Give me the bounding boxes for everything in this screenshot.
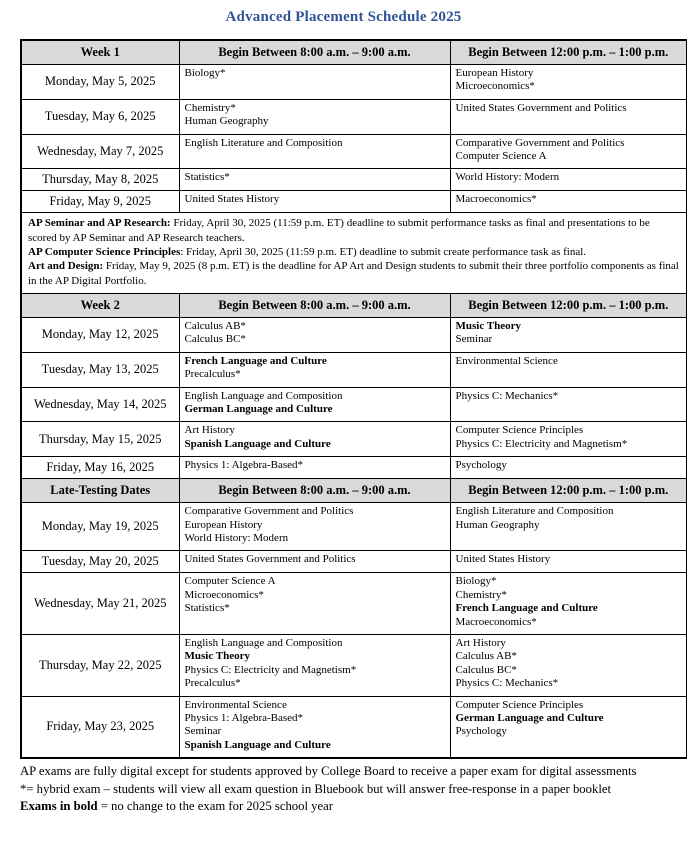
afternoon-exams-cell [450,422,687,457]
course-name: Computer Science Principles [455,424,584,437]
course-name: Psychology [455,459,507,472]
afternoon-column-header: Begin Between 12:00 p.m. – 1:00 p.m. [450,40,687,65]
course-name: Art History [455,637,506,650]
course-name: Precalculus* [184,368,241,381]
course-name: Physics 1: Algebra-Based* [184,712,304,725]
exam-date: Friday, May 23, 2025 [21,696,179,758]
morning-exams-cell [179,65,450,100]
bold-run: Exams in bold [20,798,98,813]
exam-date: Tuesday, May 13, 2025 [21,352,179,387]
exam-day-row [21,134,687,169]
course-name: European History [455,67,534,79]
footer-note-line [20,781,665,797]
exam-date: Friday, May 9, 2025 [21,191,179,213]
document-title: Advanced Placement Schedule 2025 [225,9,462,25]
course-name: Microeconomics* [184,588,264,601]
text-run: AP exams are fully digital except for students approved by College Board to receive a paper exam for digital assessments [20,764,637,779]
exam-day-row [21,387,687,422]
exam-day-row [21,696,687,758]
exam-date: Thursday, May 8, 2025 [21,169,179,191]
course-name: Music Theory [455,319,521,332]
text-run: Friday, April 30, 2025 (11:59 p.m. ET) deadline to submit performance tasks as final and presentations to be scored by AP Seminar and AP Research teachers. [28,217,650,244]
afternoon-exams-cell [450,635,687,697]
course-name: Spanish Language and Culture [184,437,331,450]
exam-date: Wednesday, May 21, 2025 [21,573,179,635]
morning-column-header: Begin Between 8:00 a.m. – 9:00 a.m. [179,40,450,65]
deadline-note [28,259,680,288]
exam-date: Monday, May 5, 2025 [21,65,179,100]
course-name: English Language and Composition [184,389,343,402]
course-name: Biology* [455,575,497,588]
exam-date: Thursday, May 22, 2025 [21,635,179,697]
text-run: = no change to the exam for 2025 school year [97,798,334,813]
footer-note-line [20,798,665,814]
course-name: Music Theory [184,650,250,663]
exam-date: Friday, May 16, 2025 [21,457,179,479]
afternoon-exams-cell [450,503,687,551]
course-name: World History: Modern [455,171,560,184]
morning-exams-cell [179,696,450,758]
section-header-row-2 [21,479,687,503]
afternoon-exams-cell [450,573,687,635]
afternoon-exams-cell [450,352,687,387]
morning-exams-cell [179,573,450,635]
course-name: Comparative Government and Politics [184,505,354,518]
section-label: Week 1 [21,40,179,65]
course-name: Calculus AB* [184,319,246,332]
exam-day-row [21,422,687,457]
course-name: Computer Science Principles [455,698,584,711]
morning-exams-cell [179,191,450,213]
exam-date: Tuesday, May 6, 2025 [21,99,179,134]
course-name: Macroeconomics* [455,193,537,206]
section-label: Week 2 [21,293,179,317]
course-name: United States History [455,553,551,566]
afternoon-column-header: Begin Between 12:00 p.m. – 1:00 p.m. [450,293,687,317]
course-name: Human Geography [455,518,540,531]
course-name: Precalculus* [184,677,241,690]
exam-date: Monday, May 12, 2025 [21,317,179,352]
exam-day-row [21,317,687,352]
exam-day-row [21,457,687,479]
course-name: Art History [184,424,235,437]
course-name: Seminar [455,333,493,346]
afternoon-exams-cell [450,387,687,422]
course-name: Macroeconomics* [455,615,537,628]
text-run: Friday, May 9, 2025 (8 p.m. ET) is the deadline for AP Art and Design students to submit their three portfolio components as final in the AP Digital Portfolio. [28,260,679,287]
exam-date: Wednesday, May 14, 2025 [21,387,179,422]
course-name: Calculus BC* [184,333,246,346]
footer-notes [20,763,665,814]
exam-date: Thursday, May 15, 2025 [21,422,179,457]
schedule-table-body [21,40,687,758]
course-name: United States Government and Politics [184,553,356,566]
exam-date: Wednesday, May 7, 2025 [21,134,179,169]
course-name: Spanish Language and Culture [184,738,331,751]
afternoon-exams-cell [450,65,687,100]
course-name: French Language and Culture [184,354,327,367]
course-name: English Language and Composition [184,637,343,650]
course-name: English Literature and Composition [184,136,343,149]
course-name: Environmental Science [455,354,558,367]
deadline-note [28,245,680,259]
afternoon-exams-cell [450,551,687,573]
exam-day-row [21,503,687,551]
morning-exams-cell [179,503,450,551]
section-label: Late-Testing Dates [21,479,179,503]
deadline-note [28,216,680,245]
course-name: Microeconomics* [455,80,535,93]
morning-column-header: Begin Between 8:00 a.m. – 9:00 a.m. [179,293,450,317]
exam-day-row [21,191,687,213]
course-name: Biology* [184,67,226,79]
course-name: Environmental Science [184,698,287,711]
course-name: United States History [184,193,280,206]
bold-run: Art and Design: [28,260,104,273]
course-name: Seminar [184,725,222,738]
section-header-row-0 [21,40,687,65]
afternoon-exams-cell [450,191,687,213]
afternoon-exams-cell [450,457,687,479]
morning-column-header: Begin Between 8:00 a.m. – 9:00 a.m. [179,479,450,503]
course-name: Computer Science A [184,575,276,588]
course-name: Physics 1: Algebra-Based* [184,459,304,472]
course-name: Chemistry* [184,101,236,114]
course-name: World History: Modern [184,531,289,544]
section-header-row-1 [21,293,687,317]
course-name: Calculus BC* [455,663,517,676]
afternoon-exams-cell [450,134,687,169]
ap-exam-schedule-table [20,39,687,759]
exam-day-row [21,352,687,387]
footer-note-line [20,763,665,779]
exam-day-row [21,573,687,635]
morning-exams-cell [179,387,450,422]
exam-date: Monday, May 19, 2025 [21,503,179,551]
course-name: Psychology [455,725,507,738]
afternoon-column-header: Begin Between 12:00 p.m. – 1:00 p.m. [450,479,687,503]
course-name: Chemistry* [455,588,507,601]
course-name: Physics C: Mechanics* [455,389,559,402]
morning-exams-cell [179,99,450,134]
morning-exams-cell [179,551,450,573]
exam-date: Tuesday, May 20, 2025 [21,551,179,573]
course-name: Physics C: Electricity and Magnetism* [455,437,628,450]
exam-day-row [21,169,687,191]
exam-day-row [21,635,687,697]
course-name: United States Government and Politics [455,101,627,114]
deadline-notes-row [21,213,687,293]
text-run: : Friday, April 30, 2025 (11:59 p.m. ET) deadline to submit create performance task as final. [180,246,587,259]
course-name: Human Geography [184,115,269,128]
exam-day-row [21,99,687,134]
morning-exams-cell [179,457,450,479]
afternoon-exams-cell [450,317,687,352]
afternoon-exams-cell [450,696,687,758]
afternoon-exams-cell [450,169,687,191]
bold-run: AP Computer Science Principles [28,246,181,259]
morning-exams-cell [179,134,450,169]
morning-exams-cell [179,352,450,387]
course-name: Physics C: Electricity and Magnetism* [184,663,357,676]
afternoon-exams-cell [450,99,687,134]
course-name: Statistics* [184,602,230,615]
course-name: English Literature and Composition [455,505,614,518]
morning-exams-cell [179,635,450,697]
morning-exams-cell [179,422,450,457]
course-name: German Language and Culture [184,402,333,415]
exam-day-row [21,65,687,100]
course-name: Comparative Government and Politics [455,136,625,149]
course-name: German Language and Culture [455,712,604,725]
course-name: Physics C: Mechanics* [455,677,559,690]
course-name: French Language and Culture [455,602,598,615]
morning-exams-cell [179,317,450,352]
text-run: *= hybrid exam – students will view all exam question in Bluebook but will answer free-response in a paper booklet [20,781,611,796]
course-name: European History [184,518,263,531]
bold-run: AP Seminar and AP Research: [28,217,171,230]
course-name: Calculus AB* [455,650,517,663]
course-name: Statistics* [184,171,230,184]
course-name: Computer Science A [455,150,547,163]
morning-exams-cell [179,169,450,191]
exam-day-row [21,551,687,573]
deadline-notes-cell [21,213,687,293]
